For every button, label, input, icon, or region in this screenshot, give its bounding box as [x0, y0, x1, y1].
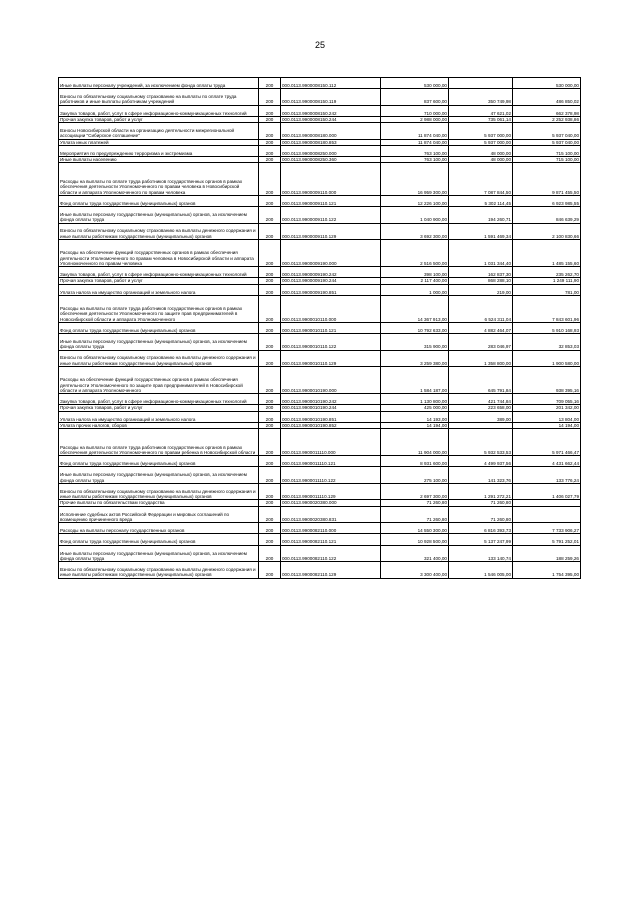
row-executed-amount: 4 882 464,07 [449, 322, 513, 333]
row-executed-amount: 5 302 114,45 [449, 195, 513, 206]
table-row [59, 163, 581, 195]
row-executed-amount: 48 000,00 [449, 157, 513, 163]
row-executed-amount: 1 358 800,00 [449, 350, 513, 367]
row-budget-code: 000.0113.9900009190.000 [281, 240, 381, 267]
row-line-code: 200 [259, 334, 281, 351]
row-executed-amount: 1 291 272,21 [449, 483, 513, 500]
row-approved-amount: 14 194,00 [381, 422, 449, 428]
table-row [59, 116, 581, 122]
row-budget-code: 000.0113.9900009110.121 [281, 195, 381, 206]
row-unexecuted-amount: 133 776,24 [513, 467, 581, 484]
row-name: Расходы на обеспечение функций государственных органов в рамках обеспечения деятельности Уполномоченного по правам человека в Новосибирской области и аппарата Уполномоченного по правам человека [59, 240, 259, 267]
row-line-code: 200 [259, 145, 281, 156]
table-row [59, 223, 581, 240]
row-name: Взносы по обязательному социальному страхованию на выплаты денежного содержания и иные выплаты работникам государственных (муниципальных) органов [59, 350, 259, 367]
row-unexecuted-amount: 1 485 155,60 [513, 240, 581, 267]
row-executed-amount [449, 78, 513, 89]
row-budget-code: 000.0113.9900010190.244 [281, 405, 381, 411]
row-unexecuted-amount: 201 342,00 [513, 405, 581, 411]
row-executed-amount: 645 791,84 [449, 367, 513, 394]
row-unexecuted-amount: 709 055,16 [513, 394, 581, 405]
row-name: Иные выплаты персоналу государственных (муниципальных) органов, за исключением фонда оплаты труда [59, 467, 259, 484]
row-name: Взносы по обязательному социальному страхованию на выплаты по оплате труда работников и иные выплаты работникам учреждений [59, 89, 259, 106]
row-unexecuted-amount: 1 754 395,00 [513, 562, 581, 579]
row-line-code: 200 [259, 278, 281, 284]
table-row [59, 367, 581, 394]
row-unexecuted-amount: 6 923 985,55 [513, 195, 581, 206]
row-executed-amount: 71 260,80 [449, 506, 513, 523]
row-name: Расходы на выплаты персоналу государственных органов [59, 523, 259, 534]
table-row [59, 284, 581, 295]
row-name: Иные выплаты персоналу государственных (муниципальных) органов, за исключением фонда оплаты труда [59, 334, 259, 351]
row-approved-amount: 12 226 100,00 [381, 195, 449, 206]
row-line-code: 200 [259, 422, 281, 428]
row-line-code: 200 [259, 506, 281, 523]
row-unexecuted-amount: 5 937 040,00 [513, 139, 581, 145]
row-unexecuted-amount: 715 100,00 [513, 157, 581, 163]
row-name: Фонд оплаты труда государственных (муниципальных) органов [59, 322, 259, 333]
row-unexecuted-amount: 1 249 111,90 [513, 278, 581, 284]
row-name: Расходы на обеспечение функций государственных органов в рамках обеспечения деятельности Уполномоченного по защите прав предпринимателей в Новосибирской области и аппарата Уполномоченного [59, 367, 259, 394]
row-line-code: 200 [259, 411, 281, 422]
row-name: Исполнение судебных актов Российской Федерации и мировых соглашений по возмещению причиненного вреда [59, 506, 259, 523]
row-budget-code: 000.0113.9900010190.242 [281, 394, 381, 405]
row-name: Прочая закупка товаров, работ и услуг [59, 278, 259, 284]
row-name: Взносы по обязательному социальному страхованию на выплаты денежного содержания и иные выплаты работникам государственных (муниципальных) органов [59, 562, 259, 579]
row-name: Взносы по обязательному социальному страхованию на выплаты денежного содержания и иные выплаты работникам государственных (муниципальных) органов [59, 223, 259, 240]
row-budget-code: 000.0113.9900009110.122 [281, 207, 381, 224]
row-unexecuted-amount: 715 100,00 [513, 145, 581, 156]
row-executed-amount: 389,00 [449, 411, 513, 422]
row-executed-amount: 1 546 005,00 [449, 562, 513, 579]
table-row [59, 456, 581, 467]
row-budget-code: 000.0113.9900009110.000 [281, 163, 381, 195]
row-approved-amount: 11 904 000,00 [381, 429, 449, 456]
row-budget-code: 000.0113.9900020380.000 [281, 500, 381, 506]
row-name: Закупка товаров, работ, услуг в сфере информационно-коммуникационных технологий [59, 267, 259, 278]
row-line-code: 200 [259, 240, 281, 267]
row-unexecuted-amount: 5 910 168,93 [513, 322, 581, 333]
row-approved-amount: 2 516 500,00 [381, 240, 449, 267]
row-line-code: 200 [259, 284, 281, 295]
row-approved-amount: 16 959 300,00 [381, 163, 449, 195]
row-executed-amount: 48 000,00 [449, 145, 513, 156]
row-name: Прочая закупка товаров, работ и услуг [59, 116, 259, 122]
table-row [59, 500, 581, 506]
row-approved-amount: 71 260,80 [381, 500, 449, 506]
row-name: Иные выплаты персоналу учреждений, за исключением фонда оплаты труда [59, 78, 259, 89]
row-unexecuted-amount: 938 395,16 [513, 367, 581, 394]
table-row [59, 467, 581, 484]
row-approved-amount: 3 300 400,00 [381, 562, 449, 579]
row-name: Расходы на выплаты по оплате труда работников государственных органов в рамках обеспечения деятельности Уполномоченного по защите прав предпринимателей в Новосибирской области и аппарата Уполномоченного [59, 295, 259, 322]
table-row [59, 394, 581, 405]
row-line-code: 200 [259, 78, 281, 89]
row-unexecuted-amount: 5 791 252,01 [513, 534, 581, 545]
row-budget-code: 000.0113.9900010190.852 [281, 422, 381, 428]
row-line-code: 200 [259, 267, 281, 278]
row-approved-amount: 14 193,00 [381, 411, 449, 422]
row-budget-code: 000.0113.9900082110.121 [281, 534, 381, 545]
row-executed-amount: 194 260,71 [449, 207, 513, 224]
row-budget-code: 000.0113.9900011110.122 [281, 467, 381, 484]
row-approved-amount: 837 600,00 [381, 89, 449, 106]
row-budget-code: 000.0113.9900010190.851 [281, 411, 381, 422]
row-approved-amount: 2 697 300,00 [381, 483, 449, 500]
row-executed-amount: 162 837,30 [449, 267, 513, 278]
table-row [59, 78, 581, 89]
row-budget-code: 000.0113.9900009110.129 [281, 223, 381, 240]
row-budget-code: 000.0113.9900010110.000 [281, 295, 381, 322]
row-unexecuted-amount: 7 733 906,27 [513, 523, 581, 534]
row-unexecuted-amount: 846 639,29 [513, 207, 581, 224]
table-row [59, 534, 581, 545]
row-executed-amount: 1 031 344,40 [449, 240, 513, 267]
row-budget-code: 000.0113.9900008250.000 [281, 145, 381, 156]
row-name: Иные выплаты персоналу государственных (муниципальных) органов, за исключением фонда оплаты труда [59, 545, 259, 562]
table-row [59, 145, 581, 156]
row-line-code: 200 [259, 534, 281, 545]
row-budget-code: 000.0113.9900008250.360 [281, 157, 381, 163]
row-line-code: 200 [259, 89, 281, 106]
row-approved-amount: 710 000,00 [381, 105, 449, 116]
row-line-code: 200 [259, 367, 281, 394]
row-budget-code: 000.0113.9900008150.244 [281, 116, 381, 122]
table-row [59, 411, 581, 422]
row-budget-code: 000.0113.9900011110.129 [281, 483, 381, 500]
table-row [59, 322, 581, 333]
row-executed-amount: 283 046,97 [449, 334, 513, 351]
row-approved-amount: 1 040 900,00 [381, 207, 449, 224]
table-row [59, 195, 581, 206]
row-budget-code: 000.0113.9900082110.129 [281, 562, 381, 579]
row-budget-code: 000.0113.9900011110.121 [281, 456, 381, 467]
row-line-code: 200 [259, 500, 281, 506]
row-approved-amount: 321 400,00 [381, 545, 449, 562]
row-name: Уплата иных платежей [59, 139, 259, 145]
row-budget-code: 000.0113.9900082110.122 [281, 545, 381, 562]
row-unexecuted-amount: 781,00 [513, 284, 581, 295]
row-name: Фонд оплаты труда государственных (муниципальных) органов [59, 456, 259, 467]
row-line-code: 200 [259, 207, 281, 224]
table-row [59, 207, 581, 224]
budget-table [58, 77, 581, 579]
row-approved-amount: 11 874 040,00 [381, 139, 449, 145]
row-approved-amount: 11 874 040,00 [381, 123, 449, 140]
row-line-code: 200 [259, 157, 281, 163]
row-executed-amount: 223 658,00 [449, 405, 513, 411]
row-name: Прочие выплаты по обязательствам государства [59, 500, 259, 506]
row-unexecuted-amount: 5 971 466,47 [513, 429, 581, 456]
row-approved-amount: 3 692 300,00 [381, 223, 449, 240]
row-executed-amount: 735 061,14 [449, 116, 513, 122]
row-line-code: 200 [259, 105, 281, 116]
row-unexecuted-amount: 662 378,98 [513, 105, 581, 116]
row-approved-amount: 763 100,00 [381, 157, 449, 163]
row-name: Взносы по обязательному социальному страхованию на выплаты денежного содержания и иные выплаты работникам государственных (муниципальных) органов [59, 483, 259, 500]
row-approved-amount: 2 988 000,00 [381, 116, 449, 122]
row-budget-code: 000.0113.9900020380.831 [281, 506, 381, 523]
row-unexecuted-amount: 13 804,00 [513, 411, 581, 422]
row-approved-amount: 2 117 400,00 [381, 278, 449, 284]
row-budget-code: 000.0113.9900009190.851 [281, 284, 381, 295]
row-approved-amount: 8 931 600,00 [381, 456, 449, 467]
row-line-code: 200 [259, 545, 281, 562]
row-line-code: 200 [259, 467, 281, 484]
row-unexecuted-amount: 486 850,02 [513, 89, 581, 106]
row-approved-amount: 14 367 913,00 [381, 295, 449, 322]
table-row [59, 523, 581, 534]
row-executed-amount: 5 937 000,00 [449, 123, 513, 140]
row-line-code: 200 [259, 483, 281, 500]
row-name: Фонд оплаты труда государственных (муниципальных) органов [59, 534, 259, 545]
row-unexecuted-amount: 32 853,03 [513, 334, 581, 351]
table-row [59, 562, 581, 579]
row-unexecuted-amount: 9 871 455,50 [513, 163, 581, 195]
row-name: Закупка товаров, работ, услуг в сфере информационно-коммуникационных технологий [59, 105, 259, 116]
row-line-code: 200 [259, 123, 281, 140]
row-name: Уплата налога на имущество организаций и земельного налога [59, 411, 259, 422]
row-name: Расходы на выплаты по оплате труда работников государственных органов в рамках обеспечения деятельности Уполномоченного по правам ребенка в Новосибирской области [59, 429, 259, 456]
table-row [59, 334, 581, 351]
row-executed-amount: 5 937 000,00 [449, 139, 513, 145]
row-line-code: 200 [259, 562, 281, 579]
row-executed-amount: 71 260,80 [449, 500, 513, 506]
row-budget-code: 000.0113.9900009190.244 [281, 278, 381, 284]
row-line-code: 200 [259, 195, 281, 206]
row-approved-amount: 10 928 500,00 [381, 534, 449, 545]
table-row [59, 123, 581, 140]
row-executed-amount: 133 140,74 [449, 545, 513, 562]
row-name: Уплата прочих налогов, сборов [59, 422, 259, 428]
row-approved-amount: 14 550 300,00 [381, 523, 449, 534]
table-row [59, 278, 581, 284]
row-budget-code: 000.0113.9900010110.121 [281, 322, 381, 333]
row-name: Мероприятия по предупреждению терроризма и экстремизма [59, 145, 259, 156]
row-line-code: 200 [259, 295, 281, 322]
row-name: Фонд оплаты труда государственных (муниципальных) органов [59, 195, 259, 206]
row-unexecuted-amount: 5 937 040,00 [513, 123, 581, 140]
row-unexecuted-amount: 14 194,00 [513, 422, 581, 428]
page-number: 25 [314, 40, 325, 50]
row-line-code: 200 [259, 223, 281, 240]
row-executed-amount: 350 749,98 [449, 89, 513, 106]
row-executed-amount: 47 621,02 [449, 105, 513, 116]
table-row [59, 483, 581, 500]
row-line-code: 200 [259, 116, 281, 122]
row-unexecuted-amount: 1 900 580,00 [513, 350, 581, 367]
table-row [59, 350, 581, 367]
row-budget-code: 000.0113.9900010190.000 [281, 367, 381, 394]
row-unexecuted-amount [513, 506, 581, 523]
row-executed-amount: 6 816 393,73 [449, 523, 513, 534]
budget-table-body [59, 78, 581, 579]
row-executed-amount: 4 499 937,56 [449, 456, 513, 467]
row-executed-amount: 868 288,10 [449, 278, 513, 284]
row-budget-code: 000.0113.9900008150.112 [281, 78, 381, 89]
table-row [59, 105, 581, 116]
table-row [59, 295, 581, 322]
row-budget-code: 000.0113.9900010110.129 [281, 350, 381, 367]
row-approved-amount: 530 000,00 [381, 78, 449, 89]
row-line-code: 200 [259, 322, 281, 333]
row-unexecuted-amount: 2 252 938,86 [513, 116, 581, 122]
row-executed-amount: 5 932 533,53 [449, 429, 513, 456]
row-executed-amount: 1 591 469,34 [449, 223, 513, 240]
row-approved-amount: 3 259 380,00 [381, 350, 449, 367]
row-unexecuted-amount: 235 262,70 [513, 267, 581, 278]
row-approved-amount: 425 000,00 [381, 405, 449, 411]
row-name: Иные выплаты персоналу государственных (муниципальных) органов, за исключением фонда оплаты труда [59, 207, 259, 224]
row-unexecuted-amount: 530 000,00 [513, 78, 581, 89]
row-unexecuted-amount: 7 843 601,96 [513, 295, 581, 322]
row-line-code: 200 [259, 523, 281, 534]
row-approved-amount: 71 260,80 [381, 506, 449, 523]
row-budget-code: 000.0113.9900008150.242 [281, 105, 381, 116]
row-budget-code: 000.0113.9900010110.122 [281, 334, 381, 351]
row-unexecuted-amount: 188 259,26 [513, 545, 581, 562]
row-approved-amount: 10 792 633,00 [381, 322, 449, 333]
row-executed-amount: 6 524 311,04 [449, 295, 513, 322]
row-line-code: 200 [259, 350, 281, 367]
row-executed-amount: 219,00 [449, 284, 513, 295]
row-approved-amount: 398 100,00 [381, 267, 449, 278]
row-unexecuted-amount: 2 100 830,66 [513, 223, 581, 240]
row-budget-code: 000.0113.9900011110.000 [281, 429, 381, 456]
row-budget-code: 000.0113.9900008180.000 [281, 123, 381, 140]
row-executed-amount: 141 323,76 [449, 467, 513, 484]
row-line-code: 200 [259, 456, 281, 467]
row-line-code: 200 [259, 139, 281, 145]
row-approved-amount: 763 100,00 [381, 145, 449, 156]
table-row [59, 405, 581, 411]
row-unexecuted-amount: 1 406 027,79 [513, 483, 581, 500]
row-budget-code: 000.0113.9900082110.000 [281, 523, 381, 534]
row-approved-amount: 1 584 187,00 [381, 367, 449, 394]
row-executed-amount: 5 137 247,99 [449, 534, 513, 545]
row-executed-amount: 421 744,84 [449, 394, 513, 405]
row-name: Прочая закупка товаров, работ и услуг [59, 405, 259, 411]
table-row [59, 240, 581, 267]
row-line-code: 200 [259, 405, 281, 411]
row-approved-amount: 1 130 800,00 [381, 394, 449, 405]
row-approved-amount: 315 900,00 [381, 334, 449, 351]
row-unexecuted-amount: 4 431 662,44 [513, 456, 581, 467]
row-budget-code: 000.0113.9900008150.119 [281, 89, 381, 106]
row-approved-amount: 275 100,00 [381, 467, 449, 484]
row-name: Расходы на выплаты по оплате труда работников государственных органов в рамках обеспечения деятельности Уполномоченного по правам человека в Новосибирской области и аппарата Уполномоченного по правам человека [59, 163, 259, 195]
row-budget-code: 000.0113.9900009190.242 [281, 267, 381, 278]
table-row [59, 429, 581, 456]
row-executed-amount: 7 087 844,50 [449, 163, 513, 195]
row-line-code: 200 [259, 394, 281, 405]
table-row [59, 506, 581, 523]
row-name: Уплата налога на имущество организаций и земельного налога [59, 284, 259, 295]
row-name: Иные выплаты населению [59, 157, 259, 163]
row-budget-code: 000.0113.9900008180.853 [281, 139, 381, 145]
row-line-code: 200 [259, 429, 281, 456]
row-name: Взносы Новосибирской области на организацию деятельности межрегиональной ассоциации "Сибирское соглашение" [59, 123, 259, 140]
table-row [59, 89, 581, 106]
row-approved-amount: 1 000,00 [381, 284, 449, 295]
table-row [59, 545, 581, 562]
table-row [59, 267, 581, 278]
row-name: Закупка товаров, работ, услуг в сфере информационно-коммуникационных технологий [59, 394, 259, 405]
row-line-code: 200 [259, 163, 281, 195]
